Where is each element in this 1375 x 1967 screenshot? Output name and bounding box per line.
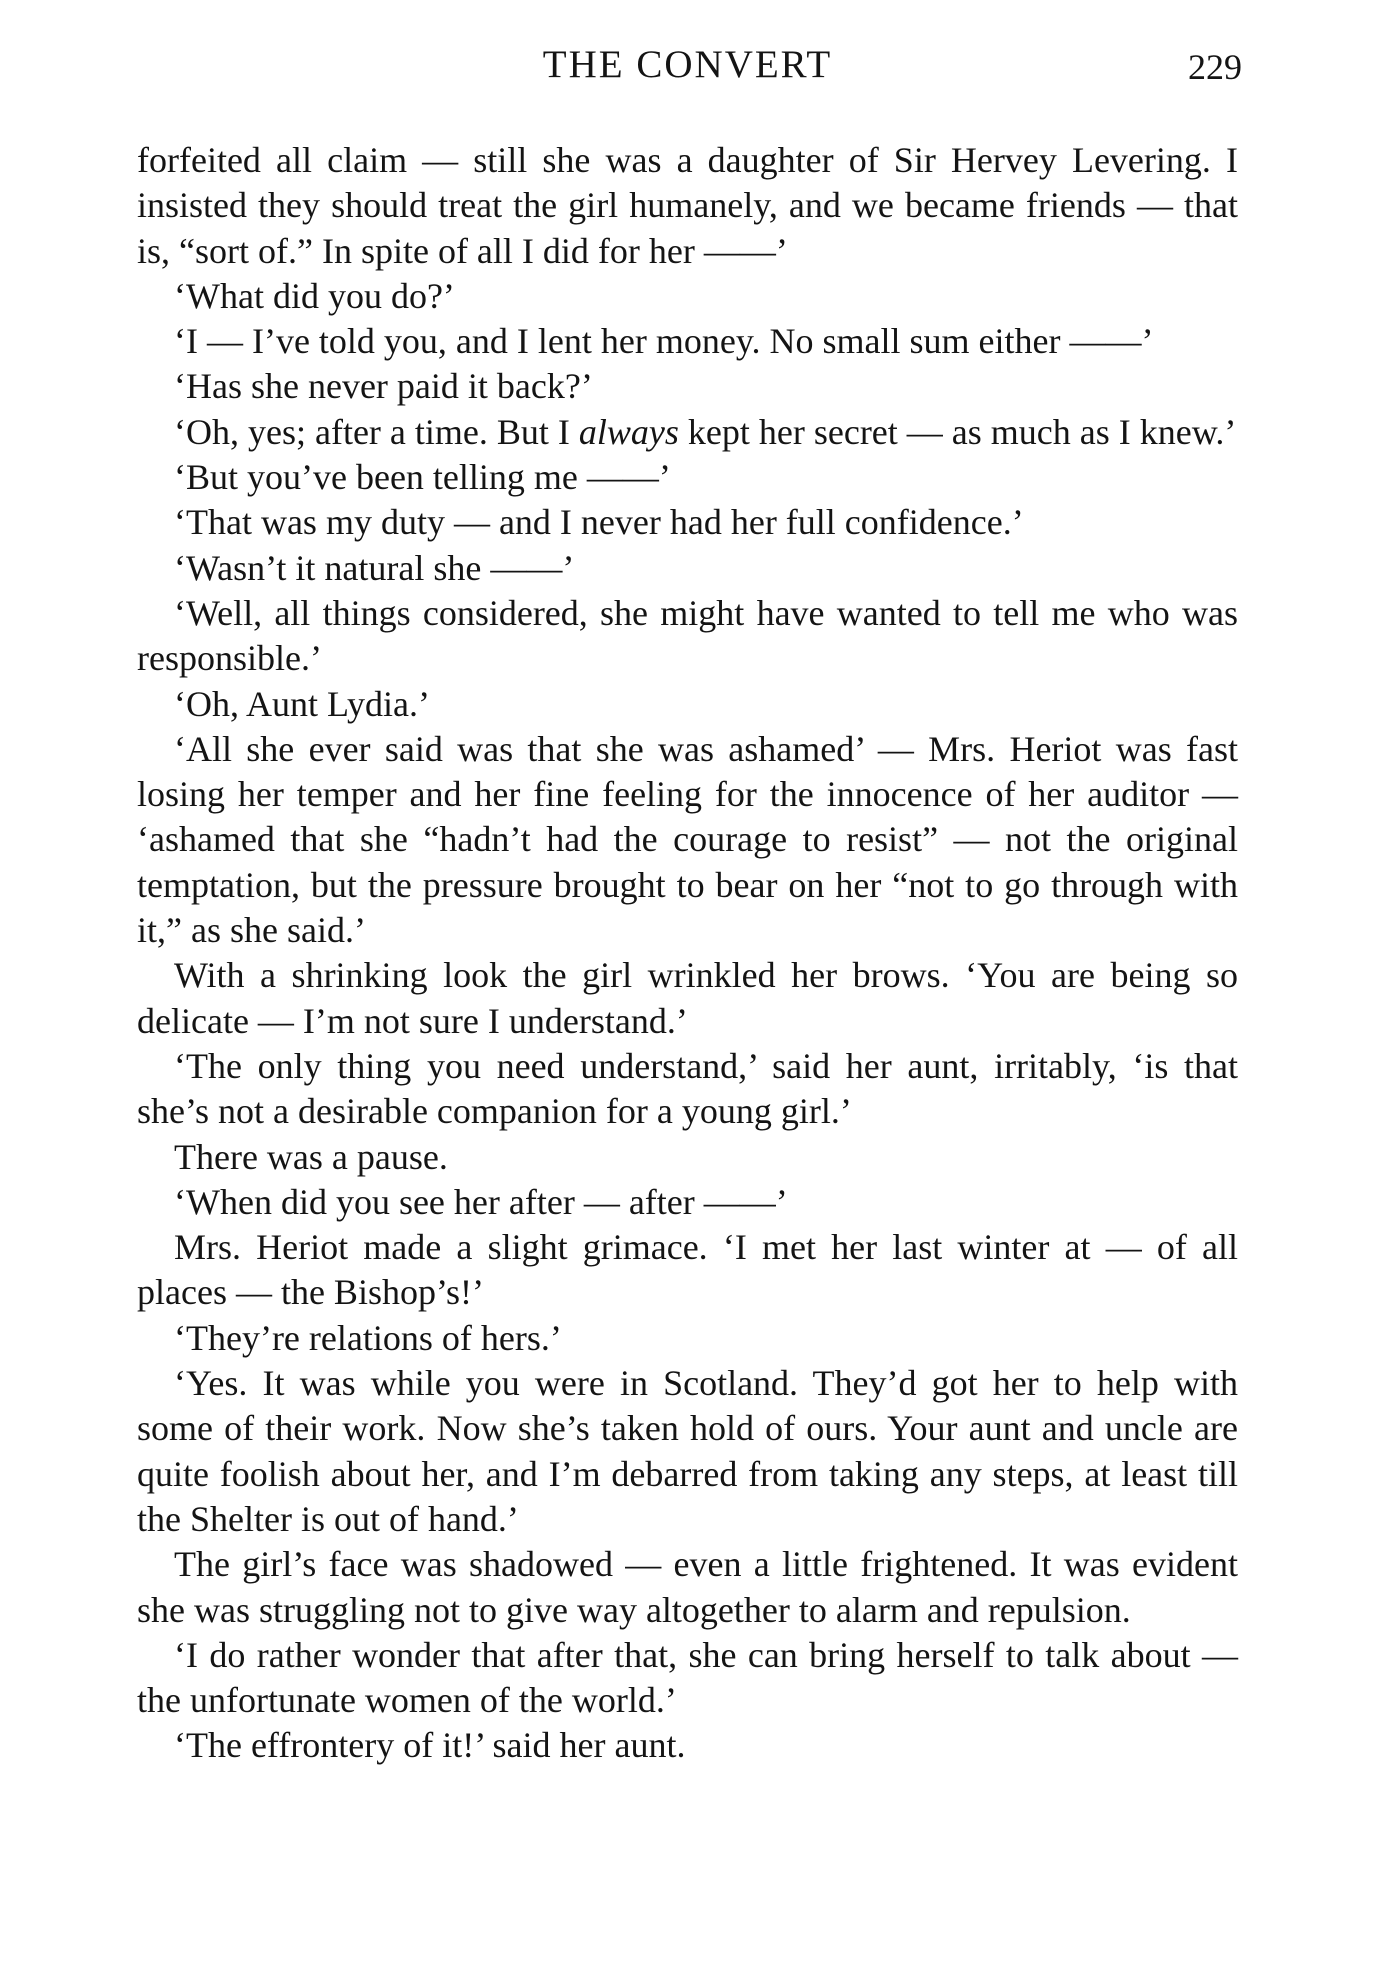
paragraph: ‘What did you do?’	[174, 275, 455, 316]
paragraph: forfeited all claim — still she was a daughter of Sir Hervey Levering. I insisted they should treat the girl humanely, and we became friends — that is, “sort of.” In spite of all I did for her ——’	[137, 140, 1238, 271]
paragraph: With a shrinking look the girl wrinkled her brows. ‘You are being so delicate — I’m not sure I understand.’	[137, 955, 1238, 1041]
paragraph: ‘Has she never paid it back?’	[174, 366, 593, 407]
paragraph: ‘I do rather wonder that after that, she can bring herself to talk about — the unfortunate women of the world.’	[137, 1634, 1238, 1721]
paragraph	[137, 410, 1238, 455]
paragraph: Mrs. Heriot made a slight grimace. ‘I met her last winter at — of all places — the Bishop’s!’	[137, 1227, 1238, 1313]
paragraph: ‘The only thing you need understand,’ said her aunt, irritably, ‘is that she’s not a desirable companion for a young girl.’	[137, 1045, 1238, 1132]
paragraph: ‘But you’ve been telling me ——’	[174, 457, 671, 498]
paragraph: There was a pause.	[174, 1136, 448, 1177]
paragraph: ‘Well, all things considered, she might have wanted to tell me who was responsible.’	[137, 592, 1238, 679]
paragraph: ‘I — I’ve told you, and I lent her money. No small sum either ——’	[174, 321, 1154, 362]
paragraph: The girl’s face was shadowed — even a little frightened. It was evident she was struggling not to give way altogether to alarm and repulsion.	[137, 1544, 1238, 1630]
running-header	[0, 38, 1375, 98]
paragraph-text: kept her secret — as much as I knew.’	[678, 411, 1237, 452]
body-text	[137, 138, 1238, 1769]
paragraph: ‘Oh, Aunt Lydia.’	[174, 683, 430, 724]
page-number: 229	[1188, 47, 1242, 87]
emphasized-word: always	[578, 411, 679, 452]
paragraph: ‘They’re relations of hers.’	[174, 1317, 562, 1358]
paragraph: ‘Yes. It was while you were in Scotland. They’d got her to help with some of their work. Now she’s taken hold of ours. Your aunt and uncle are quite foolish about her, and I’m debarred from taking any steps, at least till the Shelter is out of hand.’	[137, 1363, 1238, 1539]
paragraph: ‘That was my duty — and I never had her full confidence.’	[174, 502, 1024, 543]
paragraph: ‘Wasn’t it natural she ——’	[174, 547, 575, 588]
paragraph: ‘The effrontery of it!’ said her aunt.	[174, 1725, 686, 1766]
paragraph: ‘All she ever said was that she was ashamed’ — Mrs. Heriot was fast losing her temper and her fine feeling for the innocence of her auditor — ‘ashamed that she “hadn’t had the courage to resist” — not the original temptation, but the pressure brought to bear on her “not to go through with it,” as she said.’	[137, 728, 1238, 951]
running-title: THE CONVERT	[542, 43, 833, 86]
paragraph: ‘When did you see her after — after ——’	[174, 1181, 788, 1222]
paragraph-text: ‘Oh, yes; after a time. But I	[174, 411, 579, 452]
